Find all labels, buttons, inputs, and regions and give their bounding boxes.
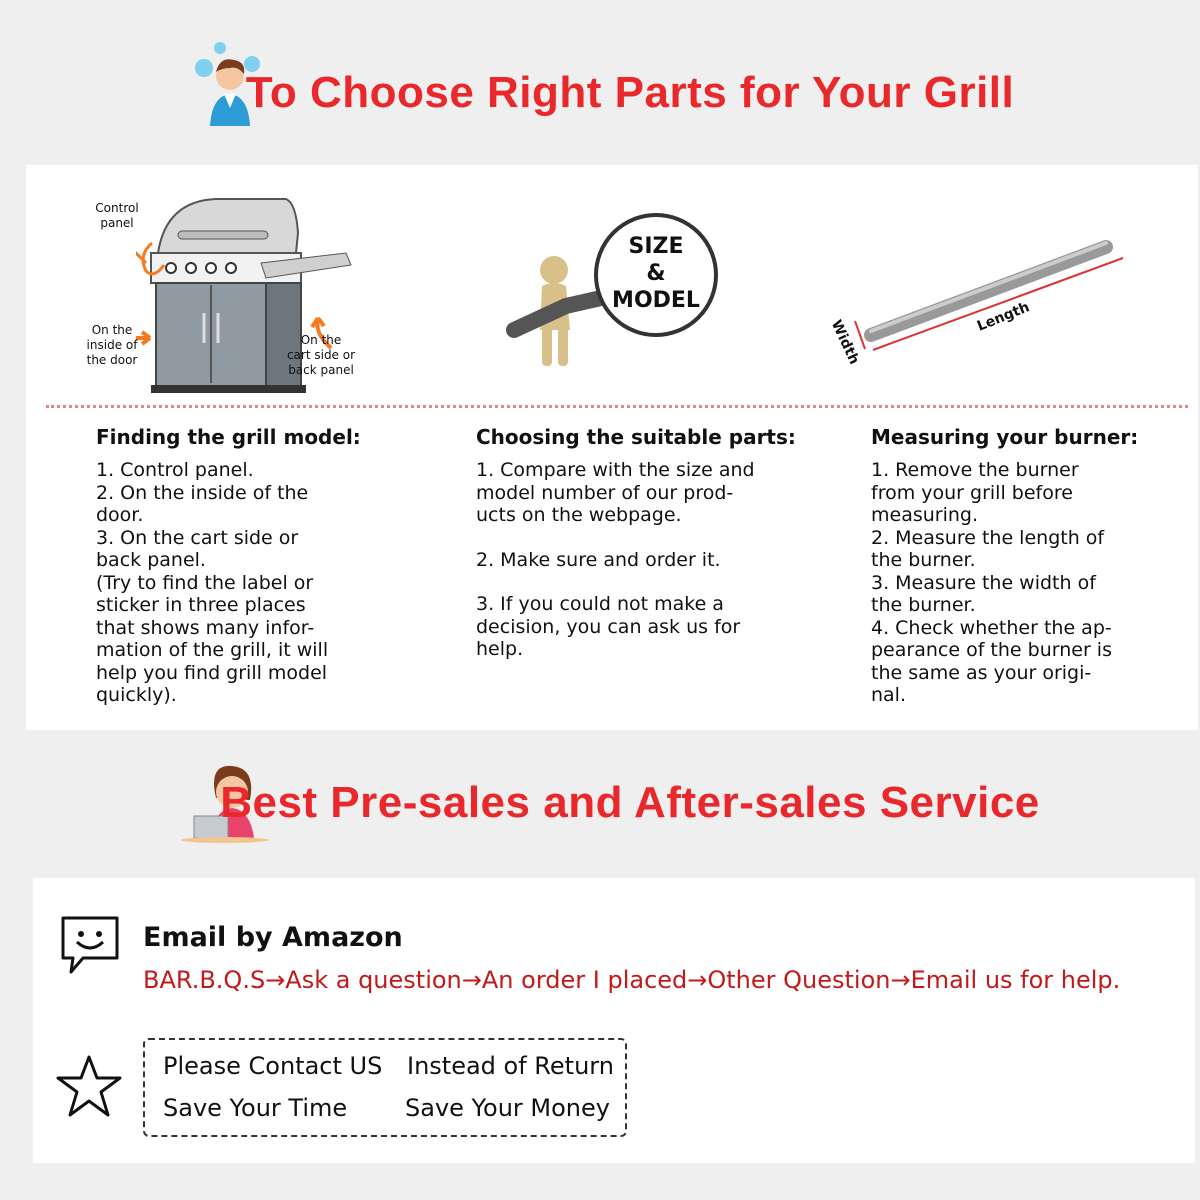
tip-save-time: Save Your Time bbox=[163, 1094, 348, 1122]
badge-line-2: & bbox=[646, 261, 666, 286]
column-text: 1. Control panel. 2. On the inside of the door. 3. On the cart side or back panel. (Try to find the label or sticker in three places that shows many infor- mation of the grill, it will help you find grill model quickly). bbox=[96, 459, 329, 706]
service-title: Best Pre-sales and After-sales Service bbox=[220, 778, 1040, 827]
tip-contact-us: Please Contact US bbox=[163, 1052, 383, 1080]
email-title: Email by Amazon bbox=[143, 922, 403, 953]
star-icon bbox=[55, 1054, 123, 1118]
column-choosing-parts bbox=[476, 425, 806, 661]
badge-line-1: SIZE bbox=[628, 234, 684, 259]
column-finding-model bbox=[96, 425, 396, 707]
column-text: 2. Make sure and order it. bbox=[476, 548, 721, 571]
label-control-panel: Control panel bbox=[95, 201, 139, 230]
column-heading: Finding the grill model: bbox=[96, 425, 361, 449]
label-inside-door: On the inside of the door bbox=[86, 323, 138, 367]
column-text: 3. If you could not make a decision, you can ask us for help. bbox=[476, 593, 741, 660]
column-text: 1. Compare with the size and model number of our prod- ucts on the webpage. bbox=[476, 459, 755, 526]
tip-instead-of-return: Instead of Return bbox=[407, 1052, 614, 1080]
email-navigation-path: BAR.B.Q.S→Ask a question→An order I placed→Other Question→Email us for help. bbox=[143, 966, 1121, 994]
badge-line-3: MODEL bbox=[612, 288, 700, 313]
page-title: To Choose Right Parts for Your Grill bbox=[245, 68, 1015, 117]
size-model-badge bbox=[601, 233, 711, 314]
label-cart-side: On the cart side or back panel bbox=[286, 333, 356, 377]
column-heading: Choosing the suitable parts: bbox=[476, 425, 796, 449]
service-card bbox=[33, 878, 1195, 1163]
column-measuring-burner bbox=[871, 425, 1171, 707]
burner-tube-illustration bbox=[841, 225, 1141, 375]
label-width: Width bbox=[827, 317, 863, 367]
tip-save-money: Save Your Money bbox=[405, 1094, 610, 1122]
tips-box bbox=[143, 1038, 627, 1137]
dotted-divider bbox=[46, 405, 1188, 408]
grill-parts-guide-card bbox=[26, 165, 1198, 730]
chat-smile-icon bbox=[59, 914, 121, 976]
column-heading: Measuring your burner: bbox=[871, 425, 1139, 449]
column-text: 1. Remove the burner from your grill before measuring. 2. Measure the length of the burner. 3. Measure the width of the burner. 4. Check whether the ap- pearance of the burner is the same as your origi- nal. bbox=[871, 459, 1112, 706]
label-length: Length bbox=[974, 299, 1032, 335]
